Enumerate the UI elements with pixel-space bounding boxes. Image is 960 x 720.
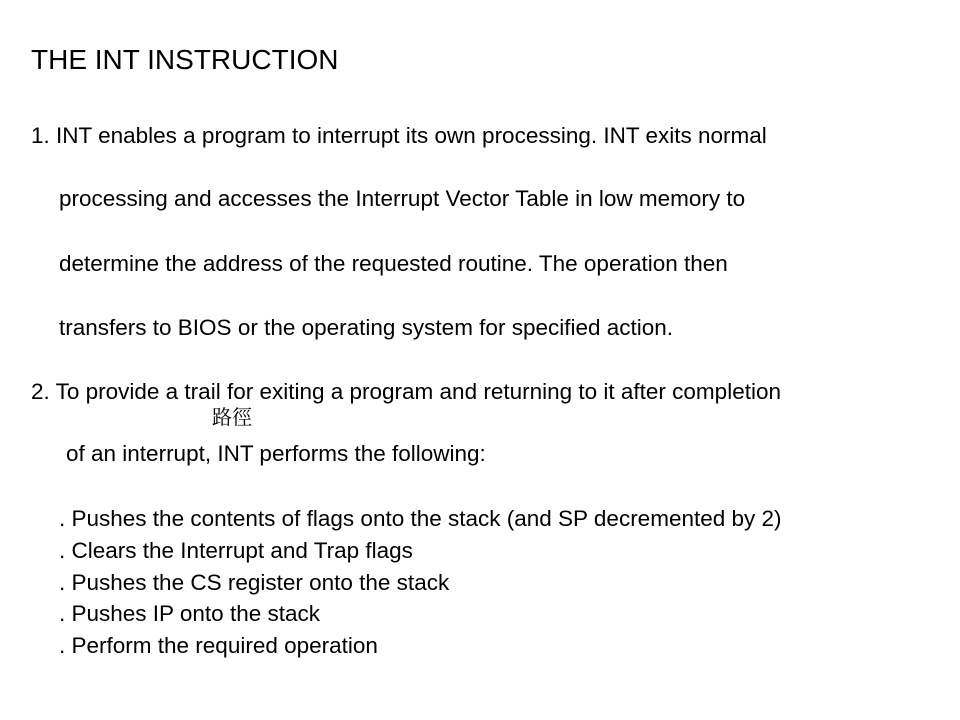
step-item: . Pushes the contents of flags onto the stack (and SP decremented by 2) [59,506,782,531]
point-1-line-3: determine the address of the requested routine. The operation then [59,251,728,276]
chinese-annotation: 路徑 [212,405,252,429]
step-item: . Pushes IP onto the stack [59,601,320,626]
step-item: . Perform the required operation [59,633,378,658]
point-1-line-2: processing and accesses the Interrupt Vector Table in low memory to [59,186,746,211]
point-2-line-1: 2. To provide a trail for exiting a program and returning to it after completion [31,379,781,404]
point-1-line-1: 1. INT enables a program to interrupt its own processing. INT exits normal [31,123,767,148]
point-1-line-4: transfers to BIOS or the operating system for specified action. [59,315,674,340]
step-item: . Pushes the CS register onto the stack [59,570,450,595]
step-item: . Clears the Interrupt and Trap flags [59,538,413,563]
point-2-line-2: of an interrupt, INT performs the following: [66,441,486,466]
slide-title: THE INT INSTRUCTION [31,44,339,75]
